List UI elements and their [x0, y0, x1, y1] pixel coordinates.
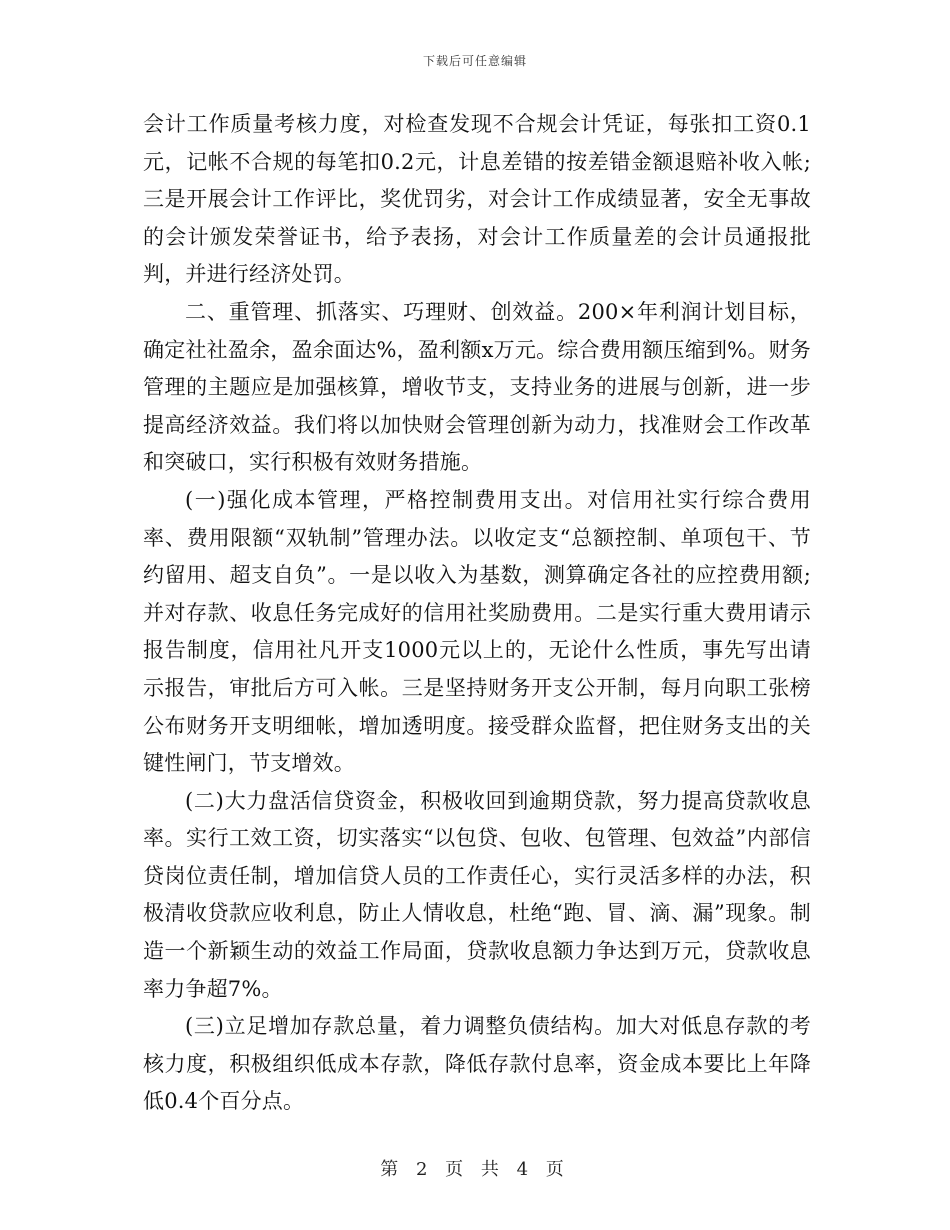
- document-body: [143, 106, 811, 1121]
- paragraph-2: 二、重管理、抓落实、巧理财、创效益。200×年利润计划目标，确定社社盈余，盈余面达%，盈利额x万元。综合费用额压缩到%。财务管理的主题应是加强核算，增收节支，支持业务的进展与创新，进一步提高经济效益。我们将以加快财会管理创新为动力，找准财会工作改革和突破口，实行积极有效财务措施。: [143, 299, 811, 475]
- paragraph-4: (二)大力盘活信贷资金，积极收回到逾期贷款，努力提高贷款收息率。实行工效工资，切实落实“以包贷、包收、包管理、包效益”内部信贷岗位责任制，增加信贷人员的工作责任心，实行灵活多样的办法，积极清收贷款应收利息，防止人情收息，杜绝“跑、冒、滴、漏”现象。制造一个新颖生动的效益工作局面，贷款收息额力争达到万元，贷款收息率力争超7%。: [143, 788, 811, 1001]
- page-number-footer: 第 2 页 共 4 页: [380, 1159, 570, 1180]
- page-header: 下载后可任意编辑: [422, 54, 527, 68]
- paragraph-1: 会计工作质量考核力度，对检查发现不合规会计凭证，每张扣工资0.1元，记帐不合规的每笔扣0.2元，计息差错的按差错金额退赔补收入帐;三是开展会计工作评比，奖优罚劣，对会计工作成绩显著，安全无事故的会计颁发荣誉证书，给予表扬，对会计工作质量差的会计员通报批判，并进行经济处罚。: [143, 112, 811, 287]
- paragraph-5: (三)立足增加存款总量，着力调整负债结构。加大对低息存款的考核力度，积极组织低成本存款，降低存款付息率，资金成本要比上年降低0.4个百分点。: [143, 1014, 811, 1114]
- paragraph-3: (一)强化成本管理，严格控制费用支出。对信用社实行综合费用率、费用限额“双轨制”管理办法。以收定支“总额控制、单项包干、节约留用、超支自负”。一是以收入为基数，测算确定各社的应控费用额;并对存款、收息任务完成好的信用社奖励费用。二是实行重大费用请示报告制度，信用社凡开支1000元以上的，无论什么性质，事先写出请示报告，审批后方可入帐。三是坚持财务开支公开制，每月向职工张榜公布财务开支明细帐，增加透明度。接受群众监督，把住财务支出的关键性闸门，节支增效。: [143, 487, 811, 776]
